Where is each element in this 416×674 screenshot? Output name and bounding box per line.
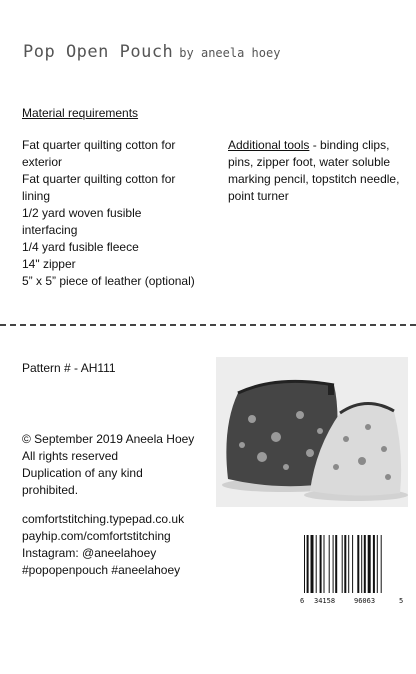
barcode-bar bbox=[348, 535, 349, 593]
byline-text: by aneela hoey bbox=[179, 46, 281, 60]
barcode-bar bbox=[377, 535, 378, 593]
barcode-digits-right: 96063 bbox=[354, 597, 376, 605]
copyright-notice bbox=[22, 431, 207, 499]
pattern-number: Pattern # - AH111 bbox=[22, 361, 116, 375]
materials-line: 14" zipper bbox=[22, 257, 76, 271]
materials-line: 1/2 yard woven fusible bbox=[22, 206, 142, 220]
barcode-bar bbox=[352, 535, 353, 593]
barcode-bar bbox=[329, 535, 330, 593]
contact-list bbox=[22, 511, 184, 579]
materials-line: Fat quarter quilting cotton for bbox=[22, 138, 176, 152]
tools-label: Additional tools bbox=[228, 138, 310, 152]
barcode-bar bbox=[316, 535, 317, 593]
pattern-title bbox=[23, 42, 280, 62]
barcode-digits-left: 34158 bbox=[314, 597, 336, 605]
barcode-bar bbox=[333, 535, 334, 593]
materials-heading: Material requirements bbox=[22, 106, 139, 120]
barcode-bar bbox=[304, 535, 305, 593]
barcode-digit-check: 5 bbox=[399, 597, 404, 605]
barcode-bar bbox=[364, 535, 366, 593]
materials-line: 1/4 yard fusible fleece bbox=[22, 240, 139, 254]
title-text: Pop Open Pouch bbox=[23, 42, 174, 62]
pouch-photo-illustration bbox=[216, 357, 408, 507]
copyright-line: prohibited. bbox=[22, 483, 79, 497]
barcode-bar bbox=[357, 535, 359, 593]
barcode-bar bbox=[368, 535, 371, 593]
barcode-digit-lead: 6 bbox=[300, 597, 305, 605]
additional-tools bbox=[228, 137, 408, 205]
barcode-bar bbox=[324, 535, 325, 593]
dashed-divider bbox=[0, 324, 416, 326]
barcode-bar bbox=[381, 535, 382, 593]
tools-text: - binding clips, pins, zipper foot, water soluble marking pencil, topstitch needle, point turner bbox=[228, 138, 400, 203]
contact-shop: payhip.com/comfortstitching bbox=[22, 529, 171, 543]
barcode bbox=[296, 533, 408, 605]
barcode-bar bbox=[307, 535, 309, 593]
pouch-photo bbox=[216, 357, 408, 507]
contact-website: comfortstitching.typepad.co.uk bbox=[22, 512, 185, 526]
copyright-line: All rights reserved bbox=[22, 449, 119, 463]
barcode-bar bbox=[361, 535, 362, 593]
materials-line: lining bbox=[22, 189, 51, 203]
barcode-bar bbox=[344, 535, 346, 593]
barcode-bar bbox=[335, 535, 337, 593]
materials-line: exterior bbox=[22, 155, 63, 169]
materials-line: 5” x 5” piece of leather (optional) bbox=[22, 274, 195, 288]
zipper-pull bbox=[328, 385, 334, 395]
barcode-bar bbox=[311, 535, 314, 593]
barcode-bar bbox=[342, 535, 343, 593]
barcode-graphic bbox=[296, 533, 408, 605]
materials-line: interfacing bbox=[22, 223, 78, 237]
barcode-bar bbox=[373, 535, 375, 593]
contact-hashtags: #popopenpouch #aneelahoey bbox=[22, 563, 181, 577]
copyright-line: Duplication of any kind bbox=[22, 466, 143, 480]
materials-line: Fat quarter quilting cotton for bbox=[22, 172, 176, 186]
copyright-line: © September 2019 Aneela Hoey bbox=[22, 432, 195, 446]
contact-instagram: Instagram: @aneelahoey bbox=[22, 546, 157, 560]
materials-list bbox=[22, 137, 207, 290]
barcode-bar bbox=[320, 535, 322, 593]
